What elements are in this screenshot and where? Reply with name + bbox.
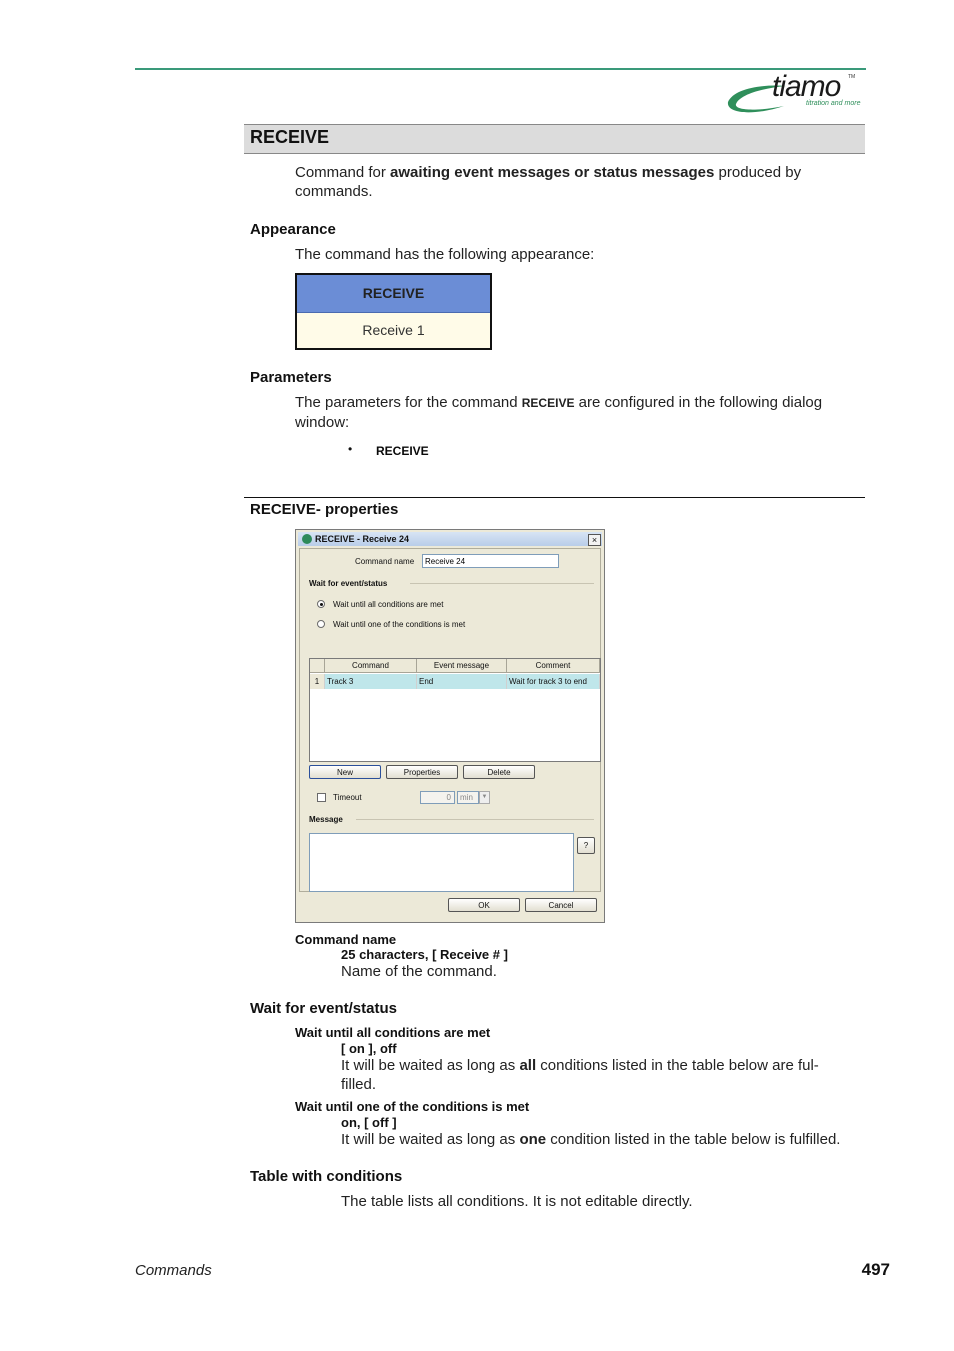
intro-prefix: Command for: [295, 164, 391, 181]
radio-one-condition[interactable]: [317, 620, 325, 628]
radio-one-label: Wait until one of the conditions is met: [333, 620, 466, 629]
app-icon: [302, 534, 312, 544]
wait-all-desc-prefix: It will be waited as long as: [341, 1057, 520, 1074]
parameters-command-ref: RECEIVE: [521, 396, 575, 410]
dialog-footer: [299, 893, 599, 919]
wait-one-values: on, [ off ]: [341, 1115, 397, 1130]
appearance-heading: Appearance: [250, 221, 336, 238]
wait-heading: Wait for event/status: [250, 1000, 397, 1017]
radio-all-label: Wait until all conditions are met: [333, 600, 444, 609]
logo-trademark: TM: [848, 74, 856, 80]
tiamo-logo: [724, 72, 866, 120]
intro-bold: awaiting event messages or status messages: [390, 164, 715, 181]
bullet-icon: •: [348, 442, 353, 456]
wait-all-desc-line2: filled.: [341, 1076, 377, 1093]
wait-one-desc-bold: one: [519, 1131, 547, 1148]
close-icon[interactable]: ×: [588, 534, 601, 546]
properties-rule: [244, 497, 865, 498]
table-section-heading: Table with conditions: [250, 1168, 403, 1185]
receive-dialog: [295, 529, 605, 923]
delete-button[interactable]: Delete: [463, 765, 535, 779]
message-group-label: Message: [309, 815, 343, 824]
parameters-suffix: are configured in the following dialog: [574, 394, 823, 411]
new-button[interactable]: New: [309, 765, 381, 779]
command-box-subtitle: Receive 1: [362, 322, 425, 338]
parameters-heading: Parameters: [250, 369, 332, 386]
table-cell-command[interactable]: Track 3: [325, 674, 417, 689]
header-rule: [135, 68, 866, 70]
wait-group-label: Wait for event/status: [309, 579, 388, 588]
parameters-paragraph: [295, 393, 865, 432]
wait-all-values: [ on ], off: [341, 1041, 397, 1056]
message-textarea[interactable]: [309, 833, 574, 892]
wait-one-desc-suffix: condition listed in the table below is fulfilled.: [546, 1131, 841, 1148]
ok-button[interactable]: OK: [448, 898, 520, 912]
wait-one-desc: [341, 1130, 865, 1149]
dialog-titlebar: [298, 532, 602, 546]
wait-all-desc: [341, 1056, 865, 1094]
footer-section-name: Commands: [135, 1262, 212, 1279]
dialog-body: [299, 548, 601, 892]
appearance-text: The command has the following appearance:: [295, 246, 595, 263]
wait-all-label: Wait until all conditions are met: [295, 1025, 491, 1040]
logo-wordmark: tiamo: [772, 70, 841, 103]
properties-heading: RECEIVE- properties: [250, 501, 399, 518]
parameters-line2: window:: [295, 414, 350, 431]
receive-link[interactable]: RECEIVE: [376, 444, 429, 458]
timeout-unit: min: [457, 791, 479, 804]
timeout-input[interactable]: 0: [420, 791, 455, 804]
logo-tagline: titration and more: [806, 100, 861, 107]
wait-one-label: Wait until one of the conditions is met: [295, 1099, 530, 1114]
wait-all-desc-suffix: conditions listed in the table below are ful-: [536, 1057, 819, 1074]
section-title: RECEIVE: [250, 127, 330, 147]
section-title-bar: [244, 124, 865, 154]
table-header-comment[interactable]: Comment: [507, 659, 600, 673]
table-header-event[interactable]: Event message: [417, 659, 507, 673]
radio-all-conditions[interactable]: [317, 600, 325, 608]
group-separator: [356, 819, 594, 820]
intro-line2: commands.: [295, 183, 373, 200]
formula-button[interactable]: ?: [577, 837, 595, 854]
wait-one-desc-prefix: It will be waited as long as: [341, 1131, 520, 1148]
group-separator: [410, 583, 594, 584]
timeout-checkbox[interactable]: [317, 793, 326, 802]
table-row-index: 1: [310, 674, 325, 689]
command-name-param-label: Command name: [295, 932, 397, 947]
command-box-title: RECEIVE: [362, 285, 425, 301]
page-number: 497: [861, 1260, 890, 1279]
dialog-title: RECEIVE - Receive 24: [315, 534, 410, 544]
command-name-label: Command name: [355, 557, 415, 566]
table-header-command[interactable]: Command: [325, 659, 417, 673]
conditions-table: [309, 658, 601, 762]
timeout-label: Timeout: [333, 793, 362, 802]
table-section-text: The table lists all conditions. It is not editable directly.: [341, 1193, 693, 1210]
cancel-button[interactable]: Cancel: [525, 898, 597, 912]
parameters-prefix: The parameters for the command: [295, 394, 522, 411]
chevron-down-icon[interactable]: ▼: [479, 791, 490, 804]
properties-button[interactable]: Properties: [386, 765, 458, 779]
intro-paragraph: [295, 163, 865, 201]
command-name-spec: 25 characters, [ Receive # ]: [341, 947, 508, 962]
table-corner: [310, 659, 325, 673]
command-name-input[interactable]: [422, 554, 559, 568]
command-appearance-box: [295, 273, 492, 350]
wait-all-desc-bold: all: [519, 1057, 537, 1074]
table-cell-event[interactable]: End: [417, 674, 507, 689]
table-cell-comment[interactable]: Wait for track 3 to end: [507, 674, 600, 689]
command-name-desc: Name of the command.: [341, 963, 497, 980]
intro-suffix: produced by: [714, 164, 802, 181]
